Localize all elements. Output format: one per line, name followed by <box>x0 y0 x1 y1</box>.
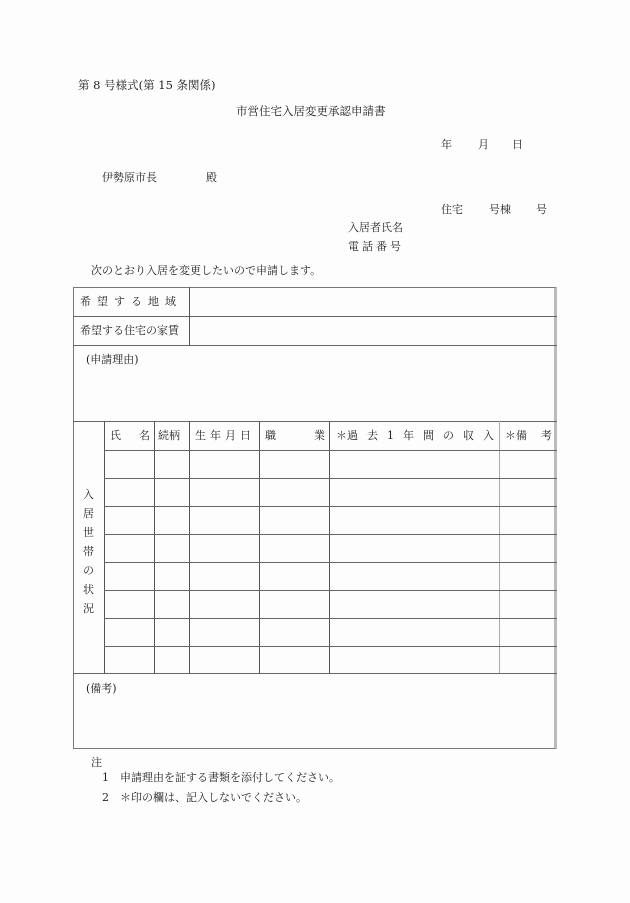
column-header-name: 氏 名 <box>110 429 150 442</box>
remarks-label: (備考) <box>86 682 117 695</box>
applicant-name-label: 入居者氏名 <box>348 221 403 234</box>
household-row-1[interactable] <box>105 451 557 478</box>
reason-label: (申請理由) <box>86 353 139 366</box>
note-item-2 <box>102 792 307 803</box>
phone-number-label: 電話番号 <box>348 240 404 253</box>
column-header-occupation: 職 業 <box>265 429 325 442</box>
household-row-6[interactable] <box>105 591 557 618</box>
divider <box>73 421 557 422</box>
desired-area-field[interactable] <box>190 288 556 315</box>
household-row-3[interactable] <box>105 507 557 534</box>
reason-field[interactable] <box>74 346 556 420</box>
household-section-label-1: 居 <box>83 507 94 520</box>
column-header-birthdate: 生年月日 <box>195 429 255 442</box>
desired-rent-field[interactable] <box>190 317 556 344</box>
document-title: 市営住宅入居変更承認申請書 <box>236 104 386 118</box>
addressee: 伊勢原市長 <box>102 171 157 184</box>
remarks-field[interactable] <box>74 674 556 748</box>
column-header-relationship: 続柄 <box>158 429 180 442</box>
address-building-label: 号棟 <box>489 203 511 216</box>
household-row-4[interactable] <box>105 535 557 562</box>
household-row-8[interactable] <box>105 647 557 673</box>
note-text: ＊印の欄は、記入しないでください。 <box>120 791 307 804</box>
address-house-label: 住宅 <box>441 203 463 216</box>
intro-text: 次のとおり入居を変更したいので申請します。 <box>91 264 322 277</box>
household-row-5[interactable] <box>105 563 557 590</box>
date-day-label: 日 <box>512 138 523 151</box>
form-number: 第 8 号様式(第 15 条関係) <box>78 78 216 92</box>
household-section-label-4: の <box>83 564 94 577</box>
note-number: 1 <box>102 771 109 784</box>
honorific: 殿 <box>206 171 217 184</box>
note-number: 2 <box>102 791 109 804</box>
note-item-1 <box>102 772 340 783</box>
household-section-label-0: 入 <box>83 488 94 501</box>
household-row-7[interactable] <box>105 619 557 646</box>
desired-area-label: 希望する地域 <box>80 295 182 308</box>
date-year-label: 年 <box>441 138 452 151</box>
column-header-notes: ＊備 考 <box>505 429 552 442</box>
household-section-label-5: 状 <box>83 583 94 596</box>
column-header-income: ＊過 去 1 年 間 の 収 入 <box>336 429 494 442</box>
note-text: 申請理由を証する書類を添付してください。 <box>120 771 340 784</box>
household-row-2[interactable] <box>105 479 557 506</box>
notes-title: 注 <box>91 756 102 769</box>
household-section-label-3: 帯 <box>83 545 94 558</box>
household-section-label-6: 況 <box>83 602 94 615</box>
household-section-label-2: 世 <box>83 526 94 539</box>
address-number-label: 号 <box>536 203 547 216</box>
desired-rent-label: 希望する住宅の家賃 <box>80 324 179 337</box>
date-month-label: 月 <box>478 138 489 151</box>
